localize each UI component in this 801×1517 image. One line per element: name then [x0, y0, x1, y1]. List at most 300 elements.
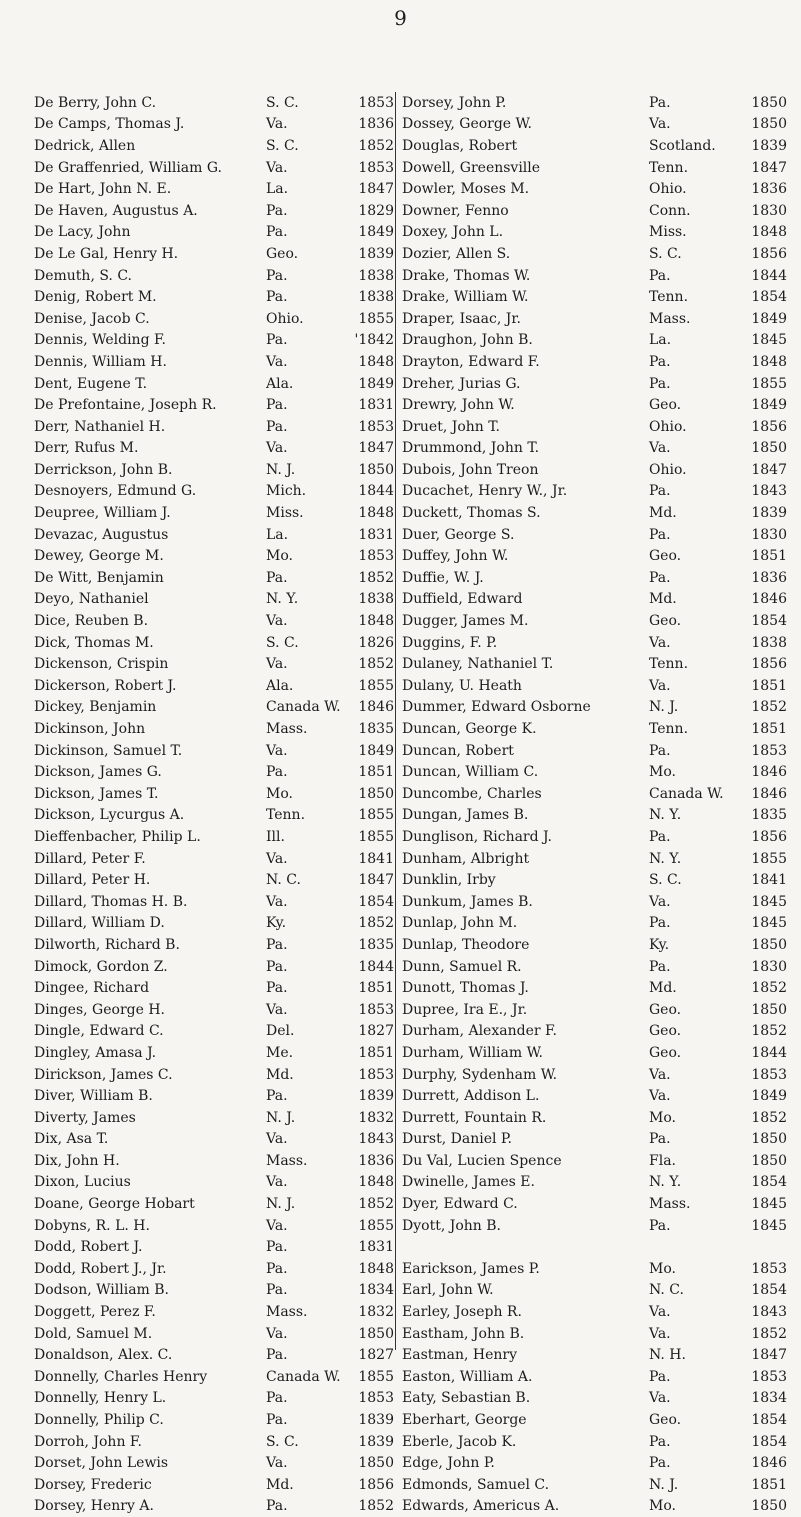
entry-year: 1853: [751, 1260, 787, 1277]
list-item: [34, 1474, 394, 1496]
list-item: [396, 502, 791, 524]
list-item: [396, 459, 791, 481]
entry-name: Duffey, John W.: [402, 548, 509, 565]
entry-year: 1852: [751, 1023, 787, 1040]
entry-state: Geo.: [649, 548, 682, 565]
entry-year: 1844: [751, 1044, 787, 1061]
entry-year: 1834: [751, 1390, 787, 1407]
entry-year: 1827: [358, 1347, 394, 1364]
entry-state: La.: [266, 181, 289, 198]
entry-year: 1856: [751, 828, 787, 845]
list-item: [396, 351, 791, 373]
list-item: [396, 1172, 791, 1194]
left-column: [34, 92, 394, 1517]
list-item: [396, 222, 791, 244]
entry-state: Geo.: [649, 1044, 682, 1061]
entry-year: 1852: [358, 915, 394, 932]
entry-year: 1839: [358, 1433, 394, 1450]
entry-year: 1847: [751, 1347, 787, 1364]
entry-name: Dingee, Richard: [34, 980, 150, 997]
entry-name: Derr, Nathaniel H.: [34, 418, 166, 435]
entry-state: N. H.: [649, 1347, 686, 1364]
list-item: [34, 1280, 394, 1302]
entry-name: Dulany, U. Heath: [402, 677, 522, 694]
list-item: [396, 1388, 791, 1410]
entry-year: 1848: [358, 613, 394, 630]
entry-state: Ky.: [266, 915, 287, 932]
entry-state: La.: [649, 332, 672, 349]
entry-year: 1847: [358, 181, 394, 198]
list-item: [396, 718, 791, 740]
entry-state: S. C.: [649, 245, 682, 262]
entry-name: Durst, Daniel P.: [402, 1131, 512, 1148]
list-item: [34, 265, 394, 287]
list-item: [396, 761, 791, 783]
entry-name: Dillard, Peter H.: [34, 872, 151, 889]
entry-name: Dyott, John B.: [402, 1217, 501, 1234]
list-item: [34, 502, 394, 524]
list-item: [34, 1236, 394, 1258]
list-item: [34, 1129, 394, 1151]
list-item: [34, 1496, 394, 1517]
entry-year: 1850: [751, 1498, 787, 1515]
entry-state: Va.: [649, 1088, 671, 1105]
entry-state: N. J.: [649, 699, 679, 716]
entry-state: Tenn.: [649, 159, 689, 176]
entry-year: 1852: [751, 699, 787, 716]
entry-state: Va.: [266, 742, 288, 759]
entry-state: Va.: [266, 1174, 288, 1191]
entry-state: Pa.: [266, 980, 288, 997]
entry-state: Geo.: [266, 245, 299, 262]
entry-name: De Berry, John C.: [34, 94, 157, 111]
entry-name: Dold, Samuel M.: [34, 1325, 153, 1342]
entry-state: Tenn.: [649, 721, 689, 738]
entry-state: N. C.: [649, 1282, 684, 1299]
list-item: [396, 913, 791, 935]
entry-year: 1843: [358, 1131, 394, 1148]
entry-state: Del.: [266, 1023, 295, 1040]
list-item: [396, 697, 791, 719]
list-item: [34, 653, 394, 675]
entry-state: S. C.: [266, 94, 299, 111]
entry-name: Dorsey, Henry A.: [34, 1498, 154, 1515]
list-item: [396, 200, 791, 222]
entry-state: Tenn.: [266, 807, 306, 824]
list-item: [396, 1344, 791, 1366]
entry-name: Downer, Fenno: [402, 202, 509, 219]
entry-state: Ala.: [266, 375, 294, 392]
list-item: [396, 956, 791, 978]
entry-name: Dillard, Thomas H. B.: [34, 893, 188, 910]
entry-state: Fla.: [649, 1152, 676, 1169]
entry-year: 1838: [358, 267, 394, 284]
list-item: [396, 243, 791, 265]
entry-name: Draughon, John B.: [402, 332, 533, 349]
list-item: [34, 567, 394, 589]
entry-name: Dodd, Robert J., Jr.: [34, 1260, 167, 1277]
entry-name: Derr, Rufus M.: [34, 440, 139, 457]
entry-name: De Camps, Thomas J.: [34, 116, 185, 133]
entry-name: Duffield, Edward: [402, 591, 523, 608]
list-item: [34, 934, 394, 956]
entry-state: Va.: [266, 159, 288, 176]
entry-year: 1853: [751, 1066, 787, 1083]
entry-name: Dunlap, Theodore: [402, 936, 530, 953]
entry-year: 1848: [358, 505, 394, 522]
entry-state: Tenn.: [649, 289, 689, 306]
entry-name: Dyer, Edward C.: [402, 1196, 518, 1213]
entry-year: 1851: [751, 721, 787, 738]
entry-name: Eastman, Henry: [402, 1347, 518, 1364]
entry-state: Va.: [266, 850, 288, 867]
list-item: [34, 1366, 394, 1388]
entry-state: Pa.: [266, 958, 288, 975]
entry-name: Dillard, William D.: [34, 915, 165, 932]
entry-state: Me.: [266, 1044, 294, 1061]
entry-state: Pa.: [649, 1217, 671, 1234]
entry-name: Dennis, William H.: [34, 353, 167, 370]
entry-state: N. Y.: [649, 1174, 682, 1191]
entry-state: Miss.: [266, 505, 304, 522]
entry-state: Mass.: [266, 721, 308, 738]
entry-name: Duncan, William C.: [402, 764, 539, 781]
entry-state: Pa.: [266, 397, 288, 414]
entry-name: Dunklin, Irby: [402, 872, 496, 889]
entry-state: N. C.: [266, 872, 301, 889]
list-item: [396, 999, 791, 1021]
entry-name: Dingley, Amasa J.: [34, 1044, 157, 1061]
entry-name: Dingle, Edward C.: [34, 1023, 164, 1040]
entry-year: 1855: [358, 807, 394, 824]
entry-name: Doggett, Perez F.: [34, 1304, 156, 1321]
entry-state: Mass.: [649, 1196, 691, 1213]
entry-name: Durrett, Fountain R.: [402, 1109, 547, 1126]
entry-state: N. J.: [266, 461, 296, 478]
entry-year: 1849: [358, 742, 394, 759]
entry-state: Va.: [266, 1217, 288, 1234]
entry-name: Dick, Thomas M.: [34, 634, 154, 651]
entry-name: Dinges, George H.: [34, 1001, 165, 1018]
entry-year: 1853: [751, 1368, 787, 1385]
entry-name: Dobyns, R. L. H.: [34, 1217, 150, 1234]
entry-state: Pa.: [266, 1412, 288, 1429]
entry-state: Va.: [649, 1304, 671, 1321]
entry-state: Pa.: [649, 569, 671, 586]
entry-state: Pa.: [649, 375, 671, 392]
entry-state: Pa.: [266, 418, 288, 435]
entry-state: Pa.: [649, 483, 671, 500]
entry-name: Dimock, Gordon Z.: [34, 958, 168, 975]
entry-year: 1851: [751, 548, 787, 565]
list-item: [34, 1301, 394, 1323]
entry-state: Canada W.: [266, 1368, 341, 1385]
entry-state: Va.: [266, 1001, 288, 1018]
list-item: [396, 1409, 791, 1431]
entry-year: 1853: [358, 548, 394, 565]
entry-year: 1845: [751, 332, 787, 349]
entry-year: 1831: [358, 397, 394, 414]
entry-state: Mo.: [266, 548, 293, 565]
entry-state: Pa.: [649, 1433, 671, 1450]
entry-state: Tenn.: [649, 656, 689, 673]
right-column-upper: [396, 92, 791, 1236]
list-item: [396, 286, 791, 308]
entry-state: N. Y.: [266, 591, 299, 608]
entry-state: Va.: [266, 1131, 288, 1148]
entry-year: 1843: [751, 483, 787, 500]
list-item: [34, 1172, 394, 1194]
entry-name: Dossey, George W.: [402, 116, 532, 133]
entry-state: Ohio.: [649, 181, 687, 198]
entry-name: Denig, Robert M.: [34, 289, 157, 306]
entry-name: Dickey, Benjamin: [34, 699, 157, 716]
entry-year: 1855: [751, 850, 787, 867]
entry-year: 1851: [358, 764, 394, 781]
list-item: [396, 157, 791, 179]
entry-state: N. J.: [649, 1476, 679, 1493]
entry-state: Va.: [649, 1066, 671, 1083]
entry-name: De Graffenried, William G.: [34, 159, 223, 176]
entry-name: Doane, George Hobart: [34, 1196, 195, 1213]
entry-year: 1854: [358, 893, 394, 910]
entry-year: 1851: [358, 980, 394, 997]
entry-name: Diverty, James: [34, 1109, 136, 1126]
entry-state: S. C.: [266, 1433, 299, 1450]
entry-year: 1853: [358, 159, 394, 176]
entry-year: 1846: [751, 591, 787, 608]
entry-state: La.: [266, 526, 289, 543]
list-item: [34, 913, 394, 935]
entry-state: Pa.: [649, 828, 671, 845]
entry-name: Duncombe, Charles: [402, 785, 542, 802]
entry-name: Dewey, George M.: [34, 548, 164, 565]
entry-state: Md.: [266, 1476, 294, 1493]
entry-state: Pa.: [266, 569, 288, 586]
list-item: [396, 545, 791, 567]
entry-year: 1853: [358, 94, 394, 111]
entry-state: Md.: [649, 505, 677, 522]
entry-state: Geo.: [649, 1001, 682, 1018]
entry-year: 1854: [751, 1433, 787, 1450]
entry-year: 1854: [751, 289, 787, 306]
entry-name: Duckett, Thomas S.: [402, 505, 541, 522]
entry-year: 1845: [751, 915, 787, 932]
list-item: [396, 1085, 791, 1107]
list-item: [396, 1064, 791, 1086]
entry-name: Drayton, Edward F.: [402, 353, 540, 370]
list-item: [396, 1107, 791, 1129]
entry-name: Demuth, S. C.: [34, 267, 132, 284]
entry-state: Geo.: [649, 1023, 682, 1040]
entry-state: Mo.: [649, 764, 676, 781]
list-item: [34, 761, 394, 783]
entry-year: 1852: [358, 656, 394, 673]
list-item: [396, 438, 791, 460]
entry-year: 1841: [358, 850, 394, 867]
list-item: [34, 308, 394, 330]
entry-year: 1849: [751, 397, 787, 414]
list-item: [34, 869, 394, 891]
list-item: [396, 632, 791, 654]
entry-year: 1844: [751, 267, 787, 284]
entry-state: Pa.: [649, 353, 671, 370]
entry-year: 1849: [358, 224, 394, 241]
right-column-lower: [396, 1258, 791, 1517]
entry-year: 1835: [751, 807, 787, 824]
entry-name: Draper, Isaac, Jr.: [402, 310, 521, 327]
entry-year: 1848: [751, 224, 787, 241]
list-item: [396, 1323, 791, 1345]
entry-state: Ohio.: [266, 310, 304, 327]
list-item: [34, 524, 394, 546]
list-item: [396, 265, 791, 287]
list-item: [396, 330, 791, 352]
entry-state: Pa.: [266, 1347, 288, 1364]
entry-year: 1850: [358, 785, 394, 802]
entry-name: Drummond, John T.: [402, 440, 540, 457]
entry-state: Va.: [266, 893, 288, 910]
entry-year: 1844: [358, 958, 394, 975]
list-item: [396, 675, 791, 697]
entry-state: Va.: [649, 440, 671, 457]
entry-name: Dennis, Welding F.: [34, 332, 166, 349]
entry-state: Md.: [649, 980, 677, 997]
entry-name: De Le Gal, Henry H.: [34, 245, 179, 262]
entry-state: Mo.: [649, 1260, 676, 1277]
entry-year: 1853: [358, 1001, 394, 1018]
entry-year: 1851: [751, 1476, 787, 1493]
entry-year: 1847: [358, 872, 394, 889]
entry-name: Donnelly, Henry L.: [34, 1390, 167, 1407]
list-item: [34, 351, 394, 373]
list-item: [396, 891, 791, 913]
entry-state: Va.: [266, 353, 288, 370]
list-item: [34, 1344, 394, 1366]
entry-name: Doxey, John L.: [402, 224, 504, 241]
entry-year: 1852: [358, 1196, 394, 1213]
entry-state: Va.: [649, 116, 671, 133]
entry-year: 1845: [751, 1196, 787, 1213]
entry-year: 1846: [751, 1455, 787, 1472]
entry-name: Desnoyers, Edmund G.: [34, 483, 197, 500]
list-item: [34, 1452, 394, 1474]
entry-state: Va.: [649, 893, 671, 910]
list-item: [396, 135, 791, 157]
entry-year: 1847: [358, 440, 394, 457]
list-item: [396, 114, 791, 136]
list-item: [34, 394, 394, 416]
entry-year: 1827: [358, 1023, 394, 1040]
list-item: [396, 848, 791, 870]
entry-year: 1855: [358, 310, 394, 327]
entry-state: Va.: [266, 656, 288, 673]
entry-year: 1852: [358, 137, 394, 154]
entry-name: Deupree, William J.: [34, 505, 171, 522]
entry-name: Edwards, Americus A.: [402, 1498, 560, 1515]
entry-name: Dorset, John Lewis: [34, 1455, 169, 1472]
entry-state: Ala.: [266, 677, 294, 694]
entry-state: Ill.: [266, 828, 285, 845]
entry-state: Va.: [266, 1455, 288, 1472]
entry-year: 1850: [751, 936, 787, 953]
list-item: [34, 1409, 394, 1431]
entry-state: S. C.: [266, 137, 299, 154]
entry-year: 1848: [358, 353, 394, 370]
list-item: [396, 394, 791, 416]
list-item: [34, 92, 394, 114]
entry-year: 1848: [751, 353, 787, 370]
entry-state: Scotland.: [649, 137, 716, 154]
entry-name: Dickson, James T.: [34, 785, 159, 802]
entry-state: Pa.: [649, 958, 671, 975]
entry-year: 1849: [751, 310, 787, 327]
list-item: [34, 459, 394, 481]
entry-state: Geo.: [649, 1412, 682, 1429]
entry-year: 1850: [751, 94, 787, 111]
list-item: [396, 1215, 791, 1237]
entry-name: De Lacy, John: [34, 224, 131, 241]
entry-year: 1831: [358, 526, 394, 543]
entry-state: Pa.: [266, 289, 288, 306]
entry-year: 1835: [358, 936, 394, 953]
entry-name: Drake, William W.: [402, 289, 529, 306]
entry-name: Dix, John H.: [34, 1152, 120, 1169]
list-item: [396, 178, 791, 200]
entry-year: 1847: [751, 159, 787, 176]
entry-name: Edge, John P.: [402, 1455, 495, 1472]
entry-state: Va.: [266, 1325, 288, 1342]
entry-name: Donaldson, Alex. C.: [34, 1347, 173, 1364]
entry-year: 1830: [751, 202, 787, 219]
list-item: [34, 999, 394, 1021]
entry-name: Dent, Eugene T.: [34, 375, 148, 392]
list-item: [396, 740, 791, 762]
entry-name: Dunkum, James B.: [402, 893, 533, 910]
list-item: [34, 373, 394, 395]
entry-year: 1853: [358, 1066, 394, 1083]
entry-state: Pa.: [649, 267, 671, 284]
list-item: [34, 740, 394, 762]
entry-year: 1838: [358, 289, 394, 306]
list-item: [34, 1193, 394, 1215]
entry-name: De Prefontaine, Joseph R.: [34, 397, 217, 414]
entry-year: 1853: [358, 418, 394, 435]
list-item: [34, 545, 394, 567]
entry-name: Duffie, W. J.: [402, 569, 484, 586]
entry-name: Duncan, George K.: [402, 721, 537, 738]
entry-name: De Witt, Benjamin: [34, 569, 164, 586]
entry-year: 1856: [751, 418, 787, 435]
page-number: 9: [394, 6, 407, 30]
entry-name: Earley, Joseph R.: [402, 1304, 522, 1321]
entry-state: Pa.: [266, 332, 288, 349]
entry-year: 1854: [751, 613, 787, 630]
entry-year: 1850: [358, 1325, 394, 1342]
entry-state: Pa.: [649, 915, 671, 932]
list-item: [34, 438, 394, 460]
entry-year: 1850: [751, 1152, 787, 1169]
entry-year: 1852: [358, 569, 394, 586]
list-item: [396, 308, 791, 330]
entry-year: 1850: [751, 440, 787, 457]
entry-state: Mich.: [266, 483, 307, 500]
entry-year: 1849: [751, 1088, 787, 1105]
entry-year: 1850: [751, 1131, 787, 1148]
entry-year: 1830: [751, 526, 787, 543]
entry-name: Dickenson, Crispin: [34, 656, 169, 673]
entry-year: 1855: [358, 677, 394, 694]
